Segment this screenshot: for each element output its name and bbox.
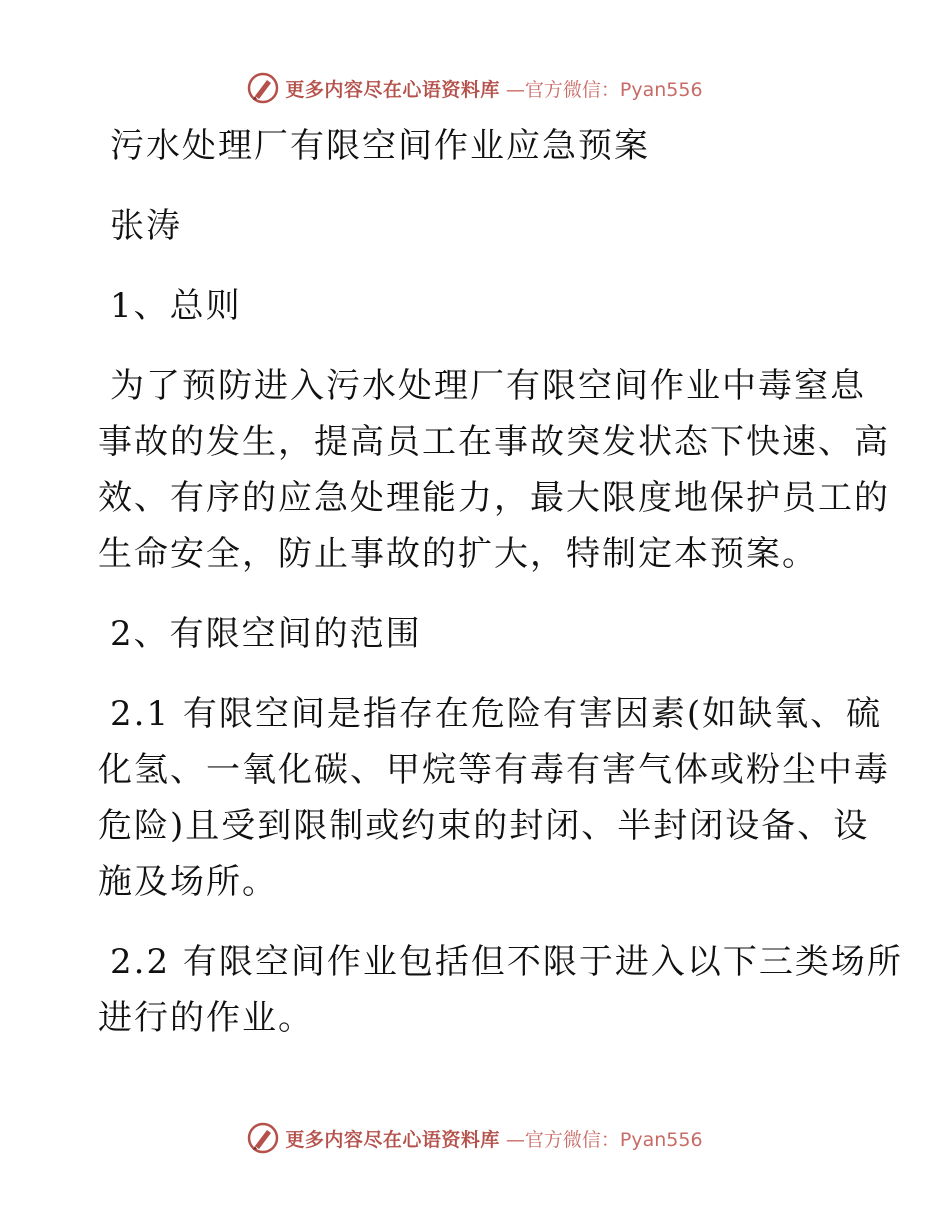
paragraph-line: 2.1 有限空间是指存在危险有害因素(如缺氧、硫 xyxy=(110,694,883,734)
paragraph-line: 效、有序的应急处理能力，最大限度地保护员工的 xyxy=(98,478,890,518)
paragraph-line: 为了预防进入污水处理厂有限空间作业中毒窒息 xyxy=(110,366,866,406)
paragraph-line: 化氢、一氧化碳、甲烷等有毒有害气体或粉尘中毒 xyxy=(98,750,890,790)
pen-logo-icon xyxy=(247,72,279,104)
paragraph-line: 危险)且受到限制或约束的封闭、半封闭设备、设 xyxy=(98,806,870,846)
paragraph-line: 施及场所。 xyxy=(98,862,278,902)
paragraph-line: 事故的发生，提高员工在事故突发状态下快速、高 xyxy=(98,422,890,462)
item-2-1-paragraph xyxy=(98,686,890,910)
paragraph-line: 生命安全，防止事故的扩大，特制定本预案。 xyxy=(98,534,818,574)
section-2-heading: 2、有限空间的范围 xyxy=(110,614,422,654)
document-title: 污水处理厂有限空间作业应急预案 xyxy=(110,126,650,166)
header-watermark xyxy=(0,72,950,104)
watermark-wechat: —官方微信：Pyan556 xyxy=(505,1128,703,1151)
paragraph-line: 进行的作业。 xyxy=(98,998,314,1038)
document-body xyxy=(98,118,903,1046)
paragraph-line: 2.2 有限空间作业包括但不限于进入以下三类场所 xyxy=(110,942,903,982)
section-1-heading: 1、总则 xyxy=(110,286,242,326)
section-1-paragraph xyxy=(98,358,890,582)
watermark-wechat: —官方微信：Pyan556 xyxy=(505,78,703,101)
watermark-text: 更多内容尽在心语资料库 xyxy=(285,78,500,101)
pen-logo-icon xyxy=(247,1122,279,1154)
document-author: 张涛 xyxy=(110,206,182,246)
watermark-text: 更多内容尽在心语资料库 xyxy=(285,1128,500,1151)
footer-watermark xyxy=(0,1122,950,1154)
item-2-2-paragraph xyxy=(98,934,903,1046)
